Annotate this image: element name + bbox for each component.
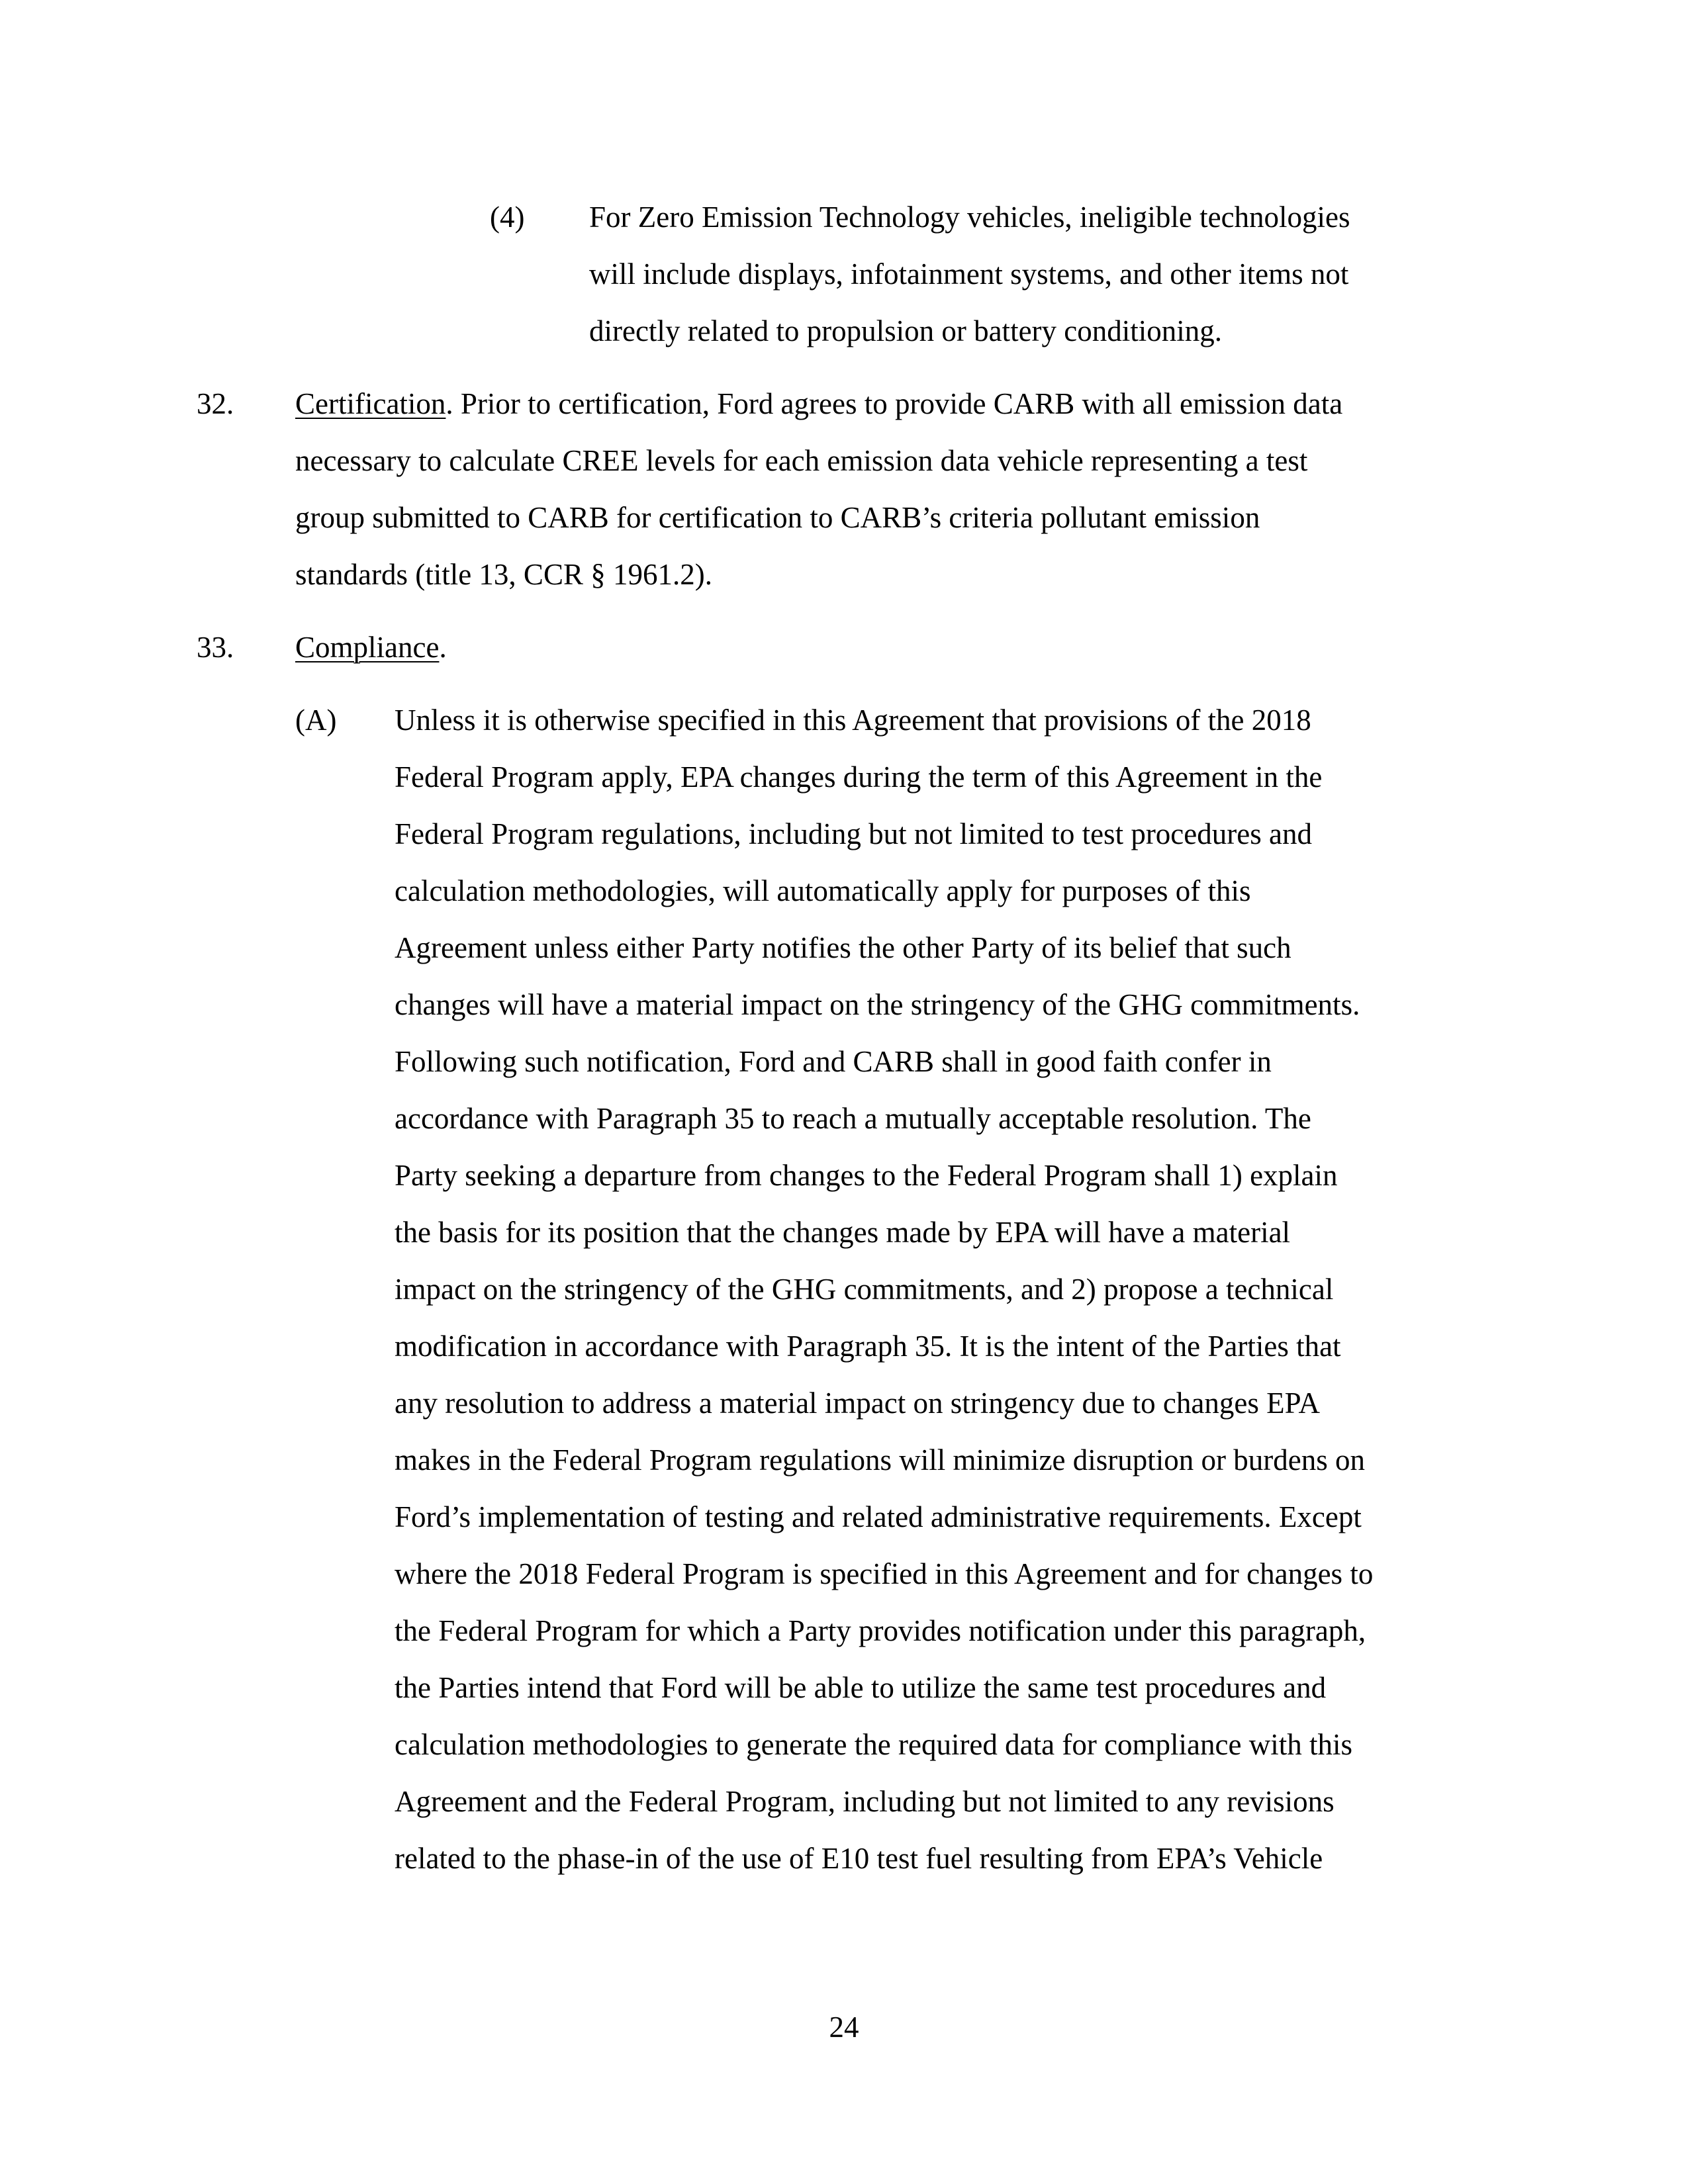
subparagraph-a-line-2: Federal Program apply, EPA changes during the term of this Agreement in the	[395, 760, 1323, 794]
subparagraph-a-line-4: calculation methodologies, will automatically apply for purposes of this	[395, 874, 1251, 907]
paragraph-33-heading: Compliance	[295, 631, 440, 664]
subparagraph-a-line-6: changes will have a material impact on the stringency of the GHG commitments.	[395, 988, 1360, 1021]
item-4-label: (4)	[490, 201, 525, 234]
subparagraph-a-line-16: where the 2018 Federal Program is specified in this Agreement and for changes to	[395, 1557, 1374, 1590]
paragraph-32-first-line	[295, 375, 1342, 432]
subparagraph-a-line-15: Ford’s implementation of testing and related administrative requirements. Except	[395, 1500, 1362, 1533]
paragraph-32-line-3: group submitted to CARB for certification to CARB’s criteria pollutant emission	[295, 501, 1260, 534]
subparagraph-a-line-11: impact on the stringency of the GHG commitments, and 2) propose a technical	[395, 1273, 1334, 1306]
paragraph-33-heading-line	[295, 619, 447, 676]
subparagraph-a-line-13: any resolution to address a material impact on stringency due to changes EPA	[395, 1387, 1320, 1420]
subparagraph-a-line-5: Agreement unless either Party notifies the other Party of its belief that such	[395, 931, 1291, 964]
subparagraph-a-line-17: the Federal Program for which a Party provides notification under this paragraph,	[395, 1614, 1366, 1647]
paragraph-33-number: 33.	[197, 631, 234, 664]
item-4-line-1: For Zero Emission Technology vehicles, ineligible technologies	[589, 201, 1350, 234]
paragraph-32-heading: Certification	[295, 387, 446, 420]
subparagraph-a-line-19: calculation methodologies to generate the required data for compliance with this	[395, 1728, 1352, 1761]
paragraph-32-heading-tail: . Prior to certification, Ford agrees to provide CARB with all emission data	[445, 387, 1343, 420]
subparagraph-a-line-3: Federal Program regulations, including but not limited to test procedures and	[395, 817, 1312, 850]
subparagraph-a-line-7: Following such notification, Ford and CARB shall in good faith confer in	[395, 1045, 1272, 1078]
item-4-line-2: will include displays, infotainment systems, and other items not	[589, 257, 1349, 291]
subparagraph-a-line-14: makes in the Federal Program regulations will minimize disruption or burdens on	[395, 1443, 1365, 1477]
subparagraph-a-line-10: the basis for its position that the changes made by EPA will have a material	[395, 1216, 1291, 1249]
paragraph-32-number: 32.	[197, 387, 234, 420]
subparagraph-a-line-1: Unless it is otherwise specified in this Agreement that provisions of the 2018	[395, 704, 1311, 737]
subparagraph-a-line-21: related to the phase-in of the use of E10 test fuel resulting from EPA’s Vehicle	[395, 1842, 1323, 1875]
item-4-line-3: directly related to propulsion or battery conditioning.	[589, 314, 1223, 347]
subparagraph-a-line-18: the Parties intend that Ford will be able to utilize the same test procedures and	[395, 1671, 1327, 1704]
subparagraph-a-line-8: accordance with Paragraph 35 to reach a mutually acceptable resolution. The	[395, 1102, 1311, 1135]
subparagraph-a-line-12: modification in accordance with Paragraph 35. It is the intent of the Parties that	[395, 1330, 1341, 1363]
subparagraph-a-label: (A)	[295, 704, 337, 737]
page-number: 24	[829, 2011, 859, 2044]
subparagraph-a-line-20: Agreement and the Federal Program, including but not limited to any revisions	[395, 1785, 1335, 1818]
subparagraph-a-line-9: Party seeking a departure from changes to the Federal Program shall 1) explain	[395, 1159, 1338, 1192]
paragraph-32-line-4: standards (title 13, CCR § 1961.2).	[295, 558, 712, 591]
paragraph-32-line-2: necessary to calculate CREE levels for each emission data vehicle representing a test	[295, 444, 1308, 477]
paragraph-33-heading-tail: .	[439, 631, 447, 664]
